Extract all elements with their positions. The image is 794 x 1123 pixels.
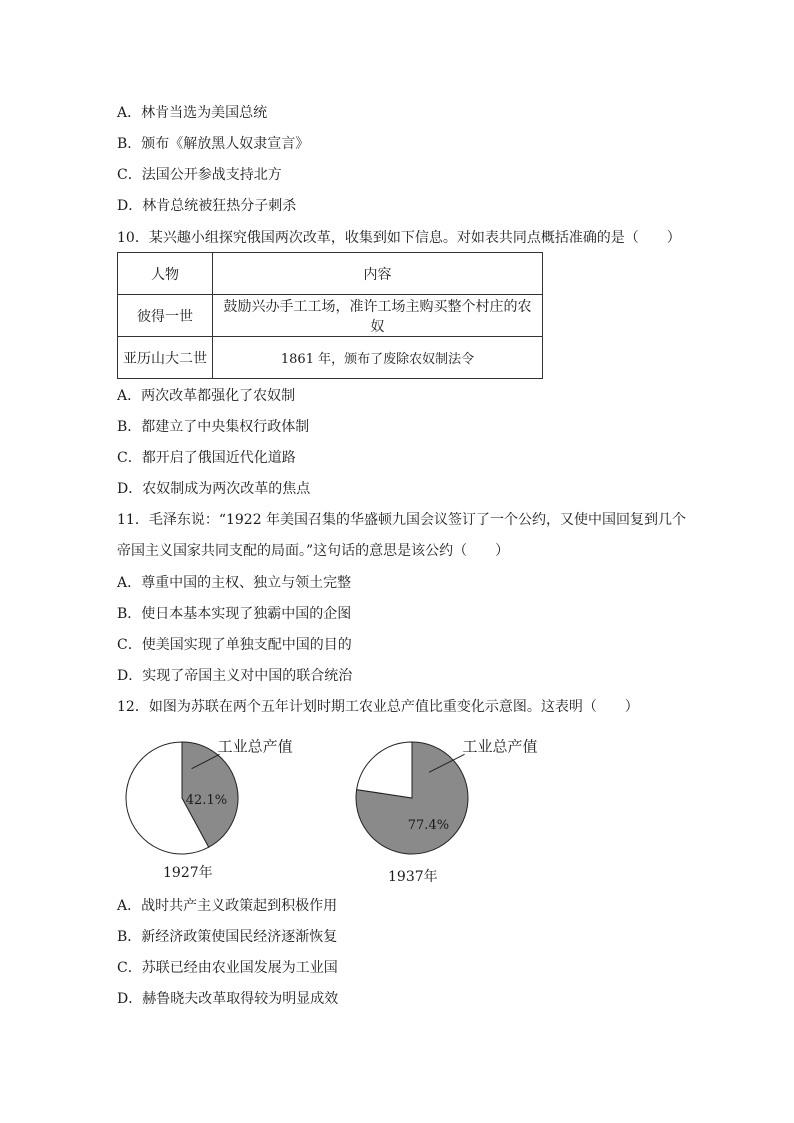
q9-option-c: C．法国公开参战支持北方 <box>117 167 282 183</box>
q9-option-d: D．林肯总统被狂热分子刺杀 <box>117 198 297 214</box>
q12-option-c: C．苏联已经由农业国发展为工业国 <box>117 960 338 976</box>
q10-option-a: A．两次改革都强化了农奴制 <box>117 388 296 404</box>
q11-option-d: D．实现了帝国主义对中国的联合统治 <box>117 668 353 684</box>
table-header-cell: 内容 <box>213 253 543 295</box>
table-row <box>118 337 543 379</box>
q10-stem: 10．某兴趣小组探究俄国两次改革，收集到如下信息。对如表共同点概括准确的是（ ） <box>117 230 681 246</box>
table-cell: 亚历山大二世 <box>118 337 213 379</box>
table-row <box>118 295 543 337</box>
pie-chart-1927 <box>110 730 340 860</box>
q9-option-b: B．颁布《解放黑人奴隶宣言》 <box>117 136 310 152</box>
q10-option-b: B．都建立了中央集权行政体制 <box>117 419 310 435</box>
q12-option-a: A．战时共产主义政策起到积极作用 <box>117 898 338 914</box>
q12-option-b: B．新经济政策使国民经济逐渐恢复 <box>117 929 338 945</box>
q11-stem-line2: 帝国主义国家共同支配的局面。”这句话的意思是该公约（ ） <box>117 543 510 559</box>
q11-option-c: C．使美国实现了单独支配中国的目的 <box>117 637 352 653</box>
pie-chart-1937 <box>340 730 570 860</box>
q10-info-table <box>117 252 543 379</box>
pie-series-label: 工业总产值 <box>217 737 293 756</box>
pie-svg-1927 <box>110 730 340 860</box>
pie-series-label: 工业总产值 <box>462 737 538 756</box>
q11-option-a: A．尊重中国的主权、独立与领土完整 <box>117 575 352 591</box>
pie-1927-year-label: 1927年 <box>163 865 213 881</box>
q11-stem-line1: 11．毛泽东说：“1922 年美国召集的华盛顿九国会议签订了一个公约，又使中国回复到几个 <box>117 512 687 528</box>
table-header-row <box>118 253 543 295</box>
q12-option-d: D．赫鲁晓夫改革取得较为明显成效 <box>117 991 339 1007</box>
q10-option-d: D．农奴制成为两次改革的焦点 <box>117 481 311 497</box>
pie-1937-year-label: 1937年 <box>388 869 438 885</box>
q12-stem: 12．如图为苏联在两个五年计划时期工农业总产值比重变化示意图。这表明（ ） <box>117 699 639 715</box>
table-header-cell: 人物 <box>118 253 213 295</box>
q10-option-c: C．都开启了俄国近代化道路 <box>117 450 296 466</box>
q9-option-a: A．林肯当选为美国总统 <box>117 105 268 121</box>
pie-svg-1937 <box>340 730 570 860</box>
table-cell: 鼓励兴办手工工场，准许工场主购买整个村庄的农奴 <box>213 295 543 337</box>
pie-slice <box>357 742 412 798</box>
pie-value-label: 77.4% <box>407 818 450 834</box>
q11-option-b: B．使日本基本实现了独霸中国的企图 <box>117 606 352 622</box>
table-cell: 彼得一世 <box>118 295 213 337</box>
table-cell: 1861 年，颁布了废除农奴制法令 <box>213 337 543 379</box>
pie-value-label: 42.1% <box>185 792 228 808</box>
